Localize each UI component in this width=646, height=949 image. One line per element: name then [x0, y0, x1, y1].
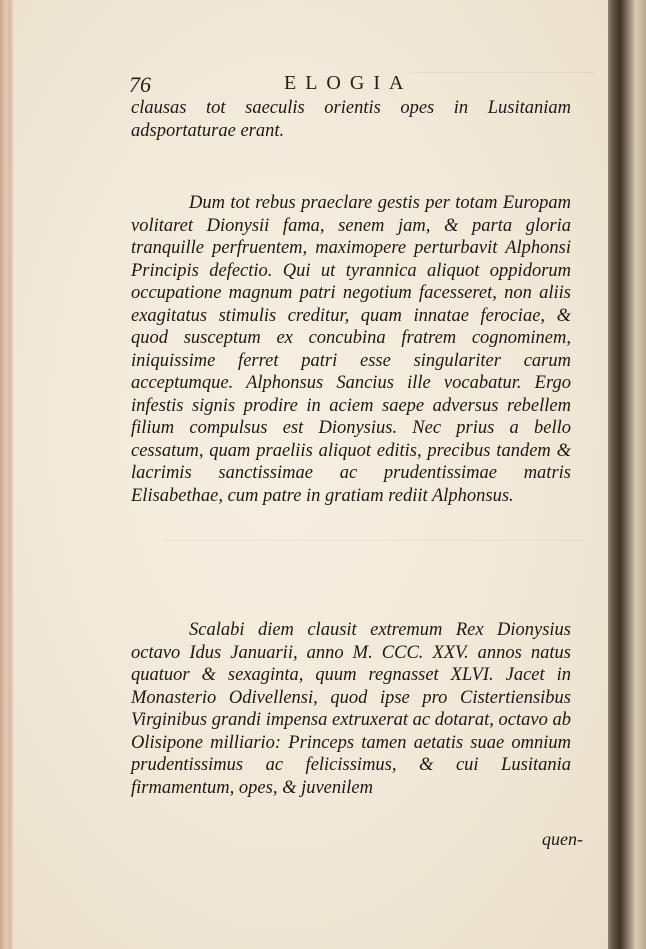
paragraph-dionysius-fama	[131, 192, 571, 507]
paragraph-1: clausas tot saeculis orientis opes in Lusitaniam adsportaturae erant.	[131, 98, 571, 141]
page	[14, 0, 608, 949]
catchword: quen-	[542, 829, 583, 849]
paragraph-3: Scalabi diem clausit extremum Rex Dionysius octavo Idus Januarii, anno M. CCC. XXV. annos natus quatuor & sexaginta, quum regnasset XLVI. Jacet in Monasterio Odivellensi, quod ipse pro Cistertiensibus Virginibus grandi impensa extruxerat ac dotarat, octavo ab Olisipone milliario: Princeps tamen aetatis suae omnium prudentissimus ac felicissimus, & cui Lusitania firmamentum, opes, & juvenilem	[131, 620, 571, 798]
page-number: 76	[129, 72, 151, 97]
page-header	[129, 72, 549, 98]
paragraph-2: Dum tot rebus praeclare gestis per totam Europam volitaret Dionysii fama, senem jam, & parta gloria tranquille perfruentem, maximopere perturbavit Alphonsi Principis defectio. Qui ut tyrannica aliquot oppidorum occupatione magnum patri negotium facesseret, non aliis exagitatus stimulis creditur, quam innatae ferociae, & quod susceptum ex concubina fratrem cognominem, iniquissime ferret patri esse singulariter carum acceptumque. Alphonsus Sancius ille vocabatur. Ergo infestis signis prodire in aciem saepe adversus rebellem filium compulsus est Dionysius. Nec prius a bello cessatum, quam praeliis aliquot editis, precibus tandem & lacrimis sanctissimae ac prudentissimae matris Elisabethae, cum patre in gratiam rediit Alphonsus.	[131, 193, 571, 506]
paragraph-scalabi	[131, 619, 571, 799]
paragraph-continuation	[131, 97, 571, 142]
running-title: ELOGIA	[284, 72, 413, 94]
